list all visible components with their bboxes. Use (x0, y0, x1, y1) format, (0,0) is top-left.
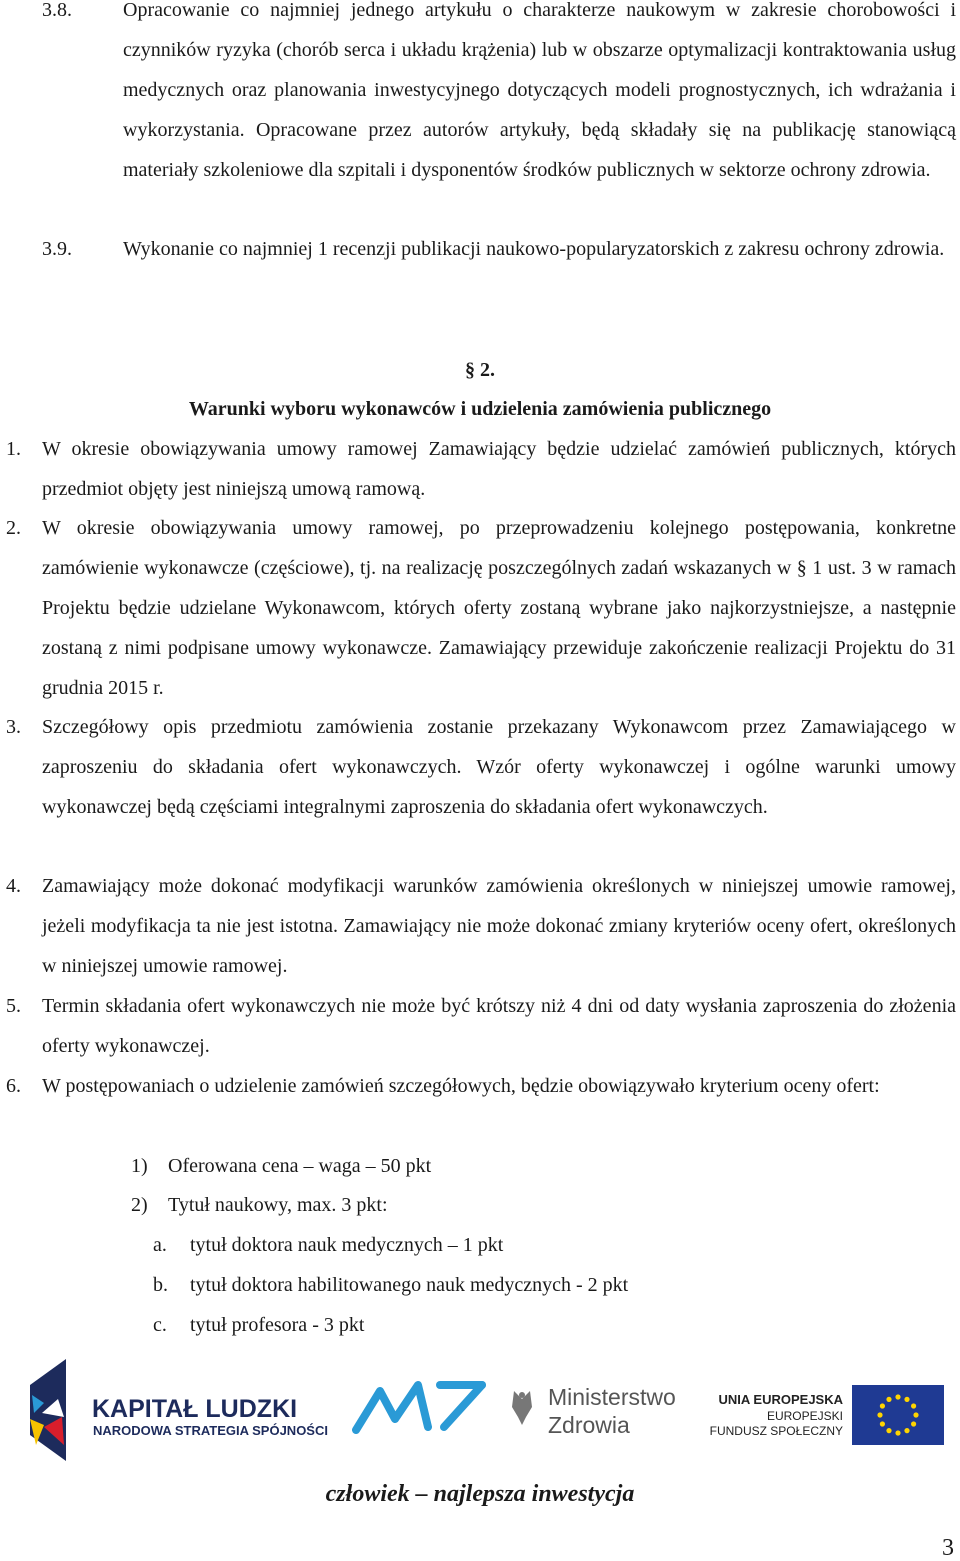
point-number: 5. (6, 995, 21, 1017)
page-number: 3 (942, 1535, 954, 1561)
point-text: W okresie obowiązywania umowy ramowej Zamawiający będzie udzielać zamówień publicznych, których przedmiot objęty jest niniejszą umową ramową. (42, 438, 956, 500)
point-number: 4. (6, 875, 21, 897)
item-number: 3.8. (42, 0, 72, 21)
point-text: Termin składania ofert wykonawczych nie może być krótszy niż 4 dni od daty wysłania zaproszenia do złożenia oferty wykonawczej. (42, 995, 956, 1057)
kapital-ludzki-title: KAPITAŁ LUDZKI (92, 1395, 298, 1423)
point-number: 2. (6, 517, 21, 539)
eu-flag-icon (852, 1385, 944, 1445)
footer-slogan: człowiek – najlepsza inwestycja (325, 1481, 635, 1507)
item-number: 3.9. (42, 238, 72, 260)
criterion-number: 2) (131, 1194, 148, 1216)
subcriterion-letter: a. (153, 1234, 167, 1256)
subcriterion-letter: c. (153, 1314, 167, 1336)
ministry-name-line2: Zdrowia (548, 1412, 630, 1438)
ministry-name-line1: Ministerstwo (548, 1384, 676, 1410)
logos-strip (0, 1355, 960, 1465)
subcriterion-text: tytuł doktora nauk medycznych – 1 pkt (190, 1234, 504, 1256)
point-text: W postępowaniach o udzielenie zamówień szczegółowych, będzie obowiązywało kryterium oceny ofert: (42, 1075, 880, 1097)
ministry-of-health-logo-icon (356, 1385, 482, 1430)
section-title: Warunki wyboru wykonawców i udzielenia zamówienia publicznego (188, 398, 772, 420)
subcriterion-text: tytuł doktora habilitowanego nauk medycznych - 2 pkt (190, 1274, 629, 1296)
point-number: 6. (6, 1075, 21, 1097)
kapital-ludzki-emblem-icon (30, 1359, 66, 1461)
item-text: Wykonanie co najmniej 1 recenzji publikacji naukowo-popularyzatorskich z zakresu ochrony zdrowia. (123, 238, 945, 260)
subcriterion-text: tytuł profesora - 3 pkt (190, 1314, 365, 1336)
point-number: 1. (6, 438, 21, 460)
section-number: § 2. (465, 359, 495, 381)
criterion-number: 1) (131, 1155, 148, 1177)
eu-label-line1: UNIA EUROPEJSKA (718, 1392, 843, 1407)
criterion-text: Oferowana cena – waga – 50 pkt (168, 1155, 432, 1177)
point-text: Szczegółowy opis przedmiotu zamówienia zostanie przekazany Wykonawcom przez Zamawiającego w zaproszeniu do składania ofert wykonawczych. Wzór oferty wykonawczej i ogólne warunki umowy wykonawczej będą częściami integralnymi zaproszenia do składania ofert wykonawczych. (42, 716, 956, 818)
item-text: Opracowanie co najmniej jednego artykułu o charakterze naukowym w zakresie chorobowości i czynników ryzyka (chorób serca i układu krążenia) lub w obszarze optymalizacji kontraktowania usług medycznych oraz planowania inwestycyjnego dotyczących modeli prognostycznych, ich wdrażania i wykorzystania. Opracowane przez autorów artykuły, będą składały się na publikację stanowiącą materiały szkoleniowe dla szpitali i dysponentów środków publicznych w sektorze ochrony zdrowia. (123, 0, 956, 181)
criterion-text: Tytuł naukowy, max. 3 pkt: (168, 1194, 388, 1216)
kapital-ludzki-subtitle: NARODOWA STRATEGIA SPÓJNOŚCI (93, 1423, 328, 1438)
point-text: W okresie obowiązywania umowy ramowej, po przeprowadzeniu kolejnego postępowania, konkretne zamówienie wykonawcze (częściowe), tj. na realizację poszczególnych zadań wskazanych w § 1 ust. 3 w ramach Projektu będzie udzielane Wykonawcom, których oferty zostaną wybrane jako najkorzystniejsze, a następnie zostaną z nimi podpisane umowy wykonawcze. Zamawiający przewiduje zakończenie realizacji Projektu do 31 grudnia 2015 r. (42, 517, 956, 699)
eu-label-line3: FUNDUSZ SPOŁECZNY (709, 1424, 843, 1438)
eagle-emblem-icon (512, 1391, 532, 1425)
eu-label-line2: EUROPEJSKI (766, 1409, 843, 1423)
point-number: 3. (6, 716, 21, 738)
subcriterion-letter: b. (153, 1274, 168, 1296)
point-text: Zamawiający może dokonać modyfikacji warunków zamówienia określonych w niniejszej umowie ramowej, jeżeli modyfikacja ta nie jest istotna. Zamawiający nie może dokonać zmiany kryteriów oceny ofert, określonych w niniejszej umowie ramowej. (42, 875, 956, 977)
